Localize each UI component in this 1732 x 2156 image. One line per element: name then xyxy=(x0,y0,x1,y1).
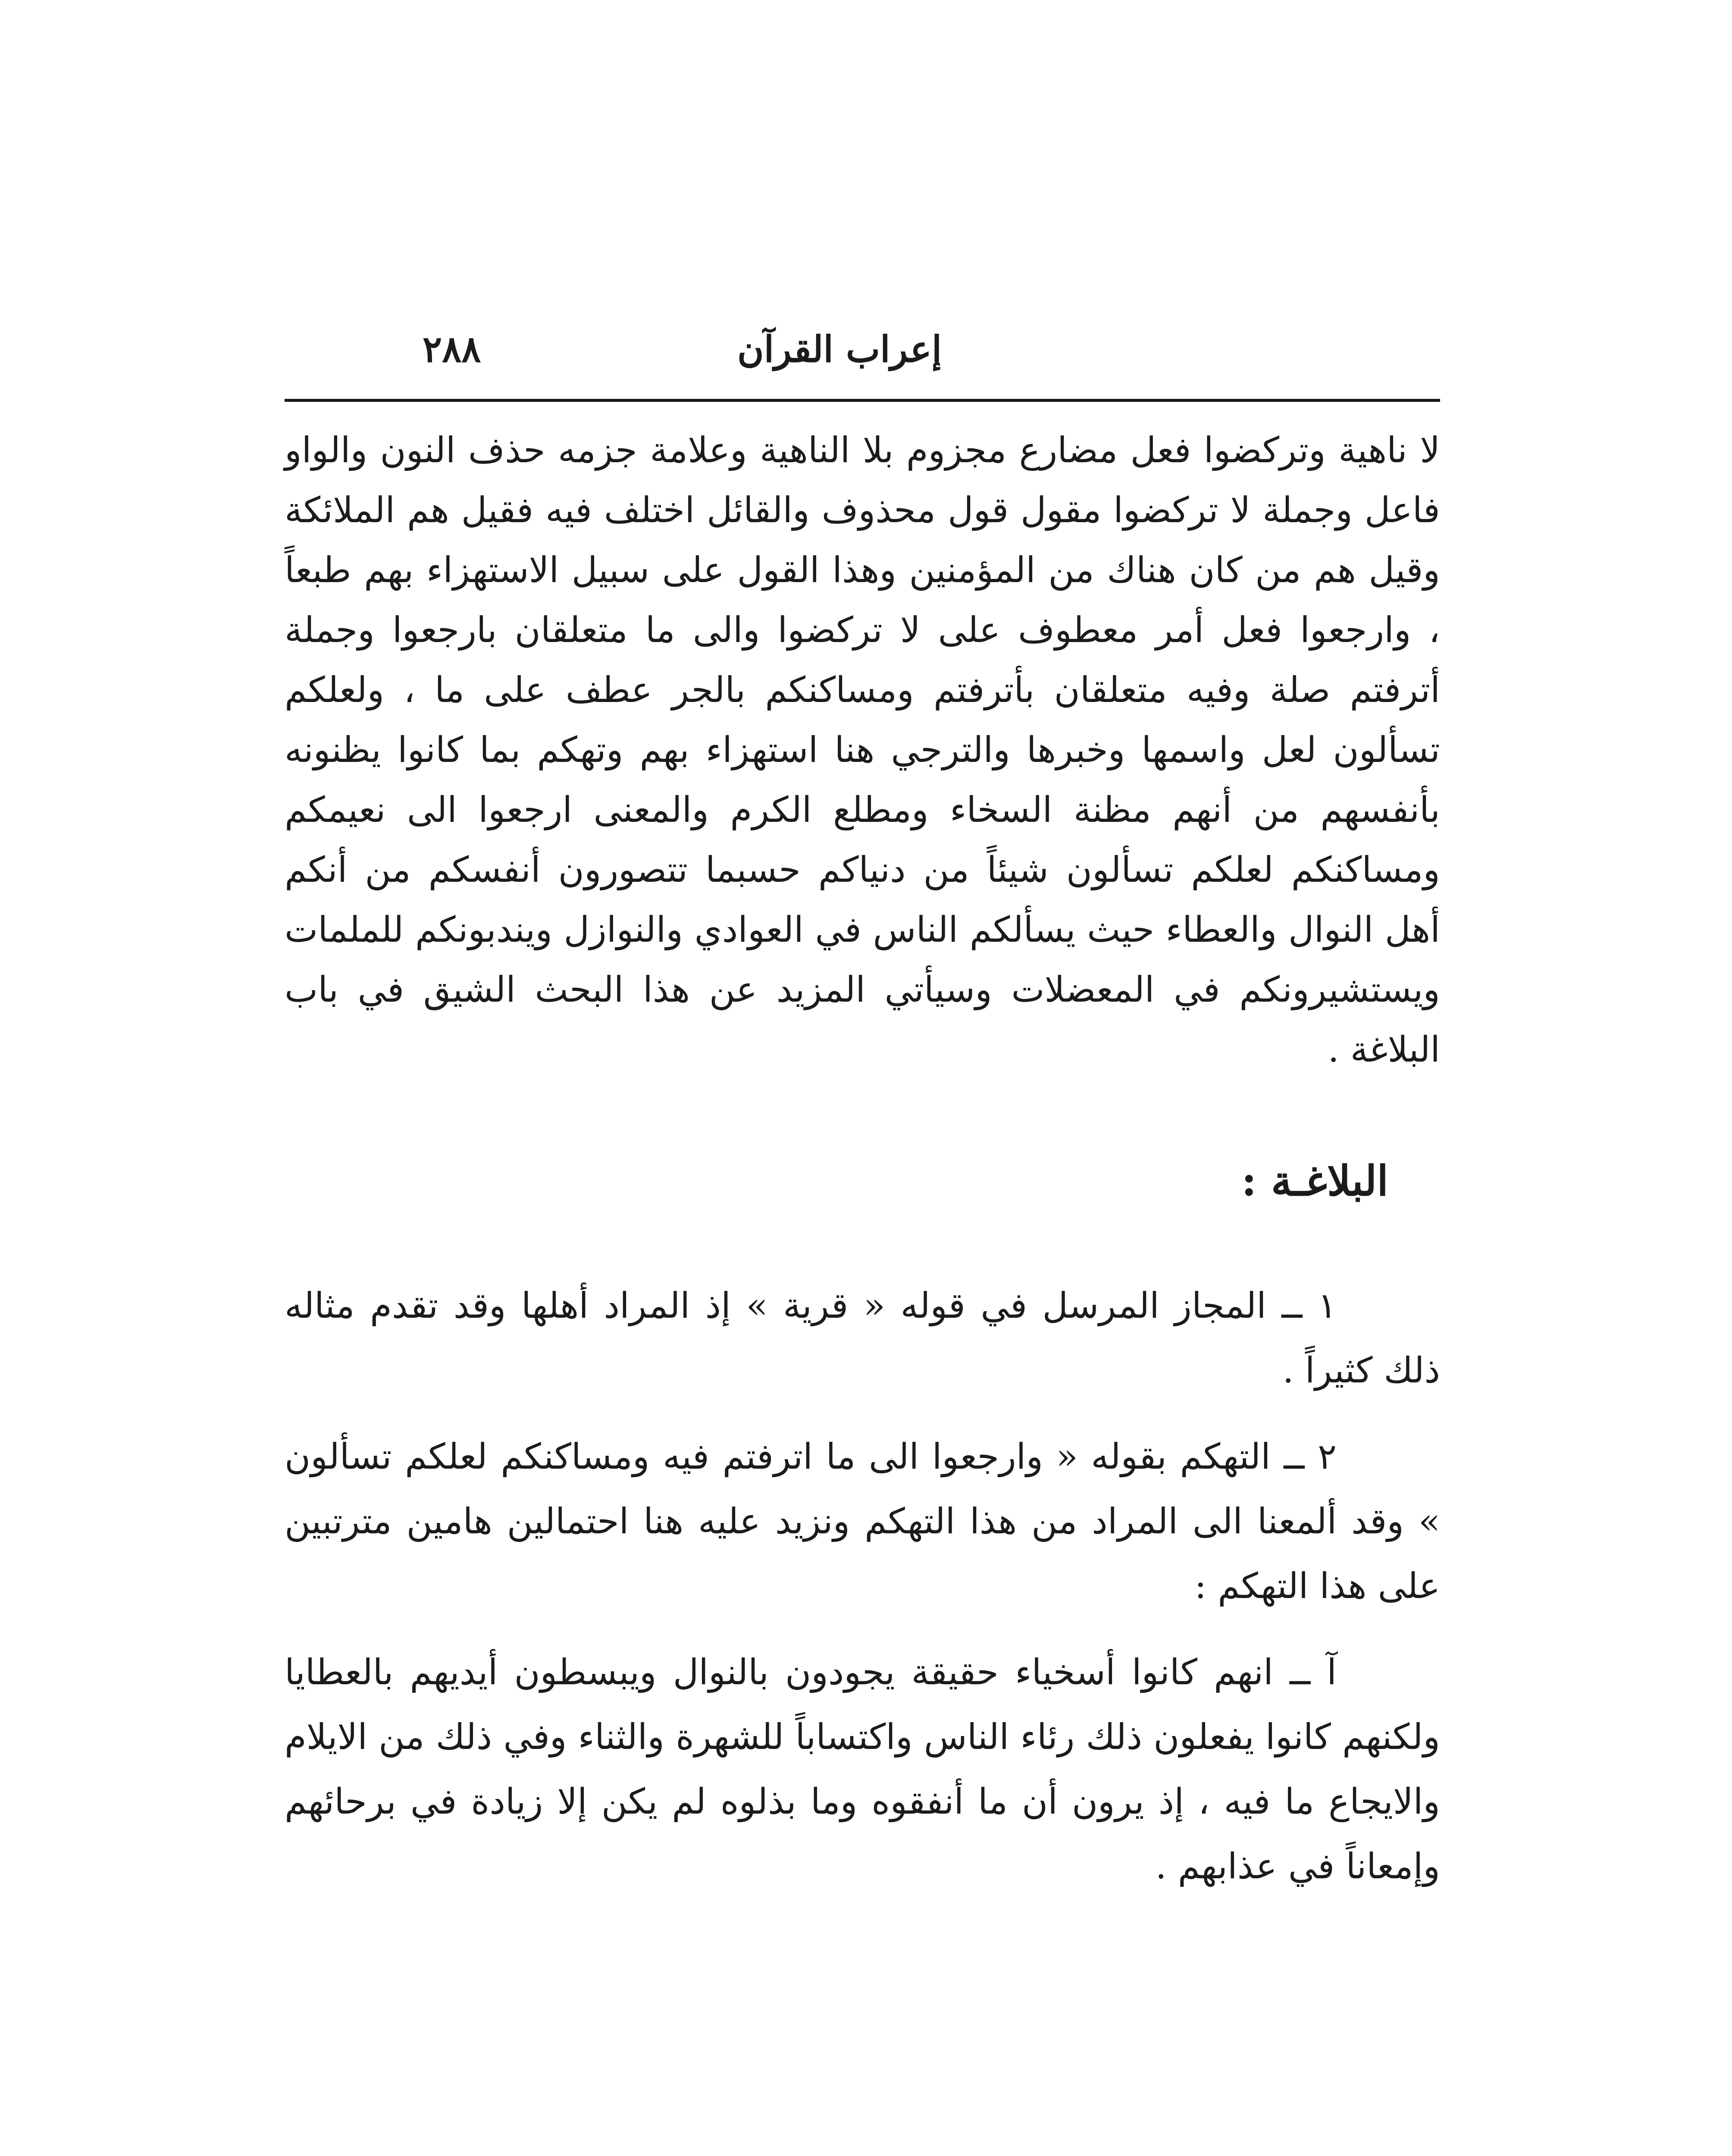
page-header xyxy=(285,317,1440,382)
page-number: ٢٨٨ xyxy=(423,328,481,370)
page-body xyxy=(285,420,1440,1921)
main-paragraph: لا ناهية وتركضوا فعل مضارع مجزوم بلا الناهية وعلامة جزمه حذف النون والواو فاعل وجملة لا تركضوا مقول قول محذوف والقائل اختلف فيه فقيل هم الملائكة وقيل هم من كان هناك من المؤمنين وهذا القول على سبيل الاستهزاء بهم طبعاً ، وارجعوا فعل أمر معطوف على لا تركضوا والى ما متعلقان بارجعوا وجملة أترفتم صلة وفيه متعلقان بأترفتم ومساكنكم بالجر عطف على ما ، ولعلكم تسألون لعل واسمها وخبرها والترجي هنا استهزاء بهم وتهكم بما كانوا يظنونه بأنفسهم من أنهم مظنة السخاء ومطلع الكرم والمعنى ارجعوا الى نعيمكم ومساكنكم لعلكم تسألون شيئاً من دنياكم حسبما تتصورون أنفسكم من أنكم أهل النوال والعطاء حيث يسألكم الناس في العوادي والنوازل ويندبونكم للملمات ويستشيرونكم في المعضلات وسيأتي المزيد عن هذا البحث الشيق في باب البلاغة . xyxy=(285,430,1440,1070)
balagha-item-2: ٢ ــ التهكم بقوله « وارجعوا الى ما اترفتم فيه ومساكنكم لعلكم تسألون » وقد ألمعنا الى المراد من هذا التهكم ونزيد عليه هنا احتمالين هامين مترتبين على هذا التهكم : xyxy=(285,1436,1440,1607)
header-rule xyxy=(285,399,1440,402)
balagha-item-1: ١ ــ المجاز المرسل في قوله « قرية » إذ المراد أهلها وقد تقدم مثاله ذلك كثيراً . xyxy=(285,1285,1440,1391)
running-title: إعراب القرآن xyxy=(737,328,942,370)
balagha-item-3: آ ــ انهم كانوا أسخياء حقيقة يجودون بالنوال ويبسطون أيديهم بالعطايا ولكنهم كانوا يفعلون ذلك رئاء الناس واكتساباً للشهرة والثناء وفي ذلك من الايلام والايجاع ما فيه ، إذ يرون أن ما أنفقوه وما بذلوه لم يكن إلا زيادة في برحائهم وإمعاناً في عذابهم . xyxy=(285,1652,1440,1887)
section-heading-balagha: البلاغـة : xyxy=(1241,1156,1388,1205)
